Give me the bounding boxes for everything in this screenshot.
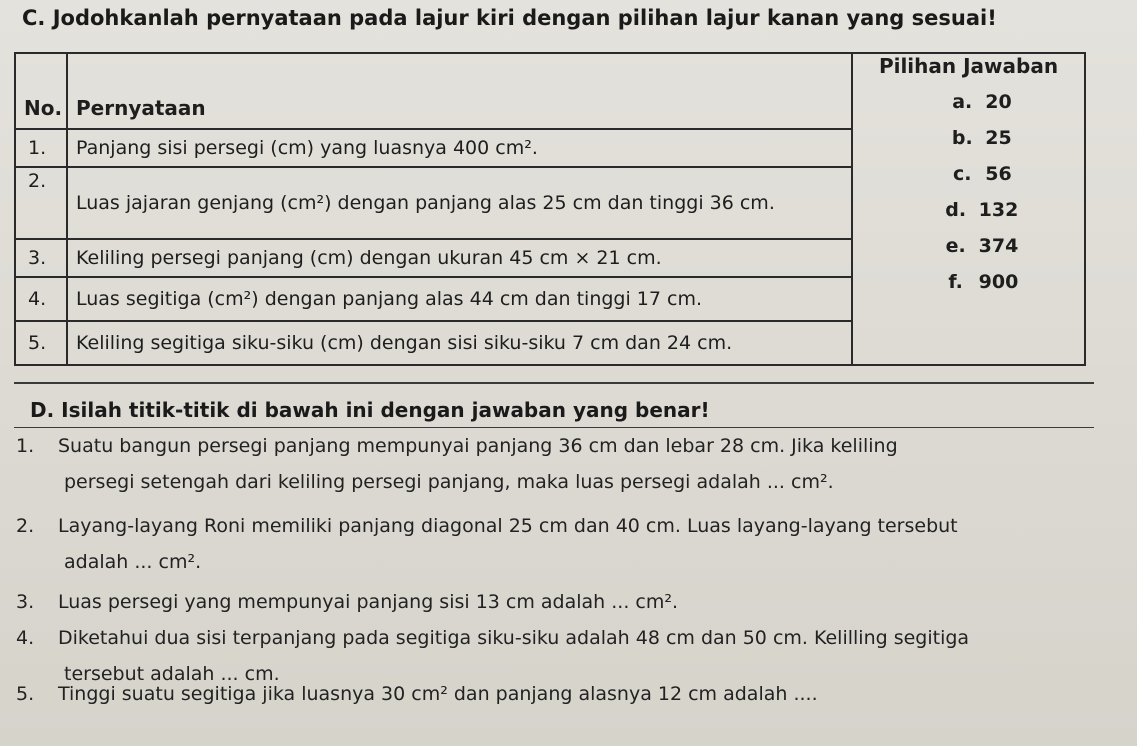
- answer-letter: c.: [953, 163, 972, 185]
- header-no: No.: [15, 53, 67, 129]
- answer-option: [875, 228, 1076, 264]
- answer-options-list: [861, 78, 1076, 300]
- question-number: 5.: [16, 683, 35, 705]
- question-text: Luas persegi yang mempunyai panjang sisi 13 cm adalah ... cm².: [58, 591, 679, 613]
- question-text-cont: adalah ... cm².: [64, 551, 202, 573]
- section-c-title: C. Jodohkanlah pernyataan pada lajur kiri dengan pilihan lajur kanan yang sesuai!: [22, 6, 997, 30]
- answer-option: [875, 156, 1076, 192]
- table-header-row: [15, 53, 1085, 129]
- row-statement: Keliling segitiga siku-siku (cm) dengan sisi siku-siku 7 cm dan 24 cm.: [67, 321, 852, 365]
- answer-letter: d.: [945, 199, 967, 221]
- section-divider: [14, 382, 1094, 384]
- answer-value: 900: [978, 271, 1019, 293]
- row-statement: Luas jajaran genjang (cm²) dengan panjang alas 25 cm dan tinggi 36 cm.: [67, 167, 852, 239]
- answer-option: [875, 192, 1076, 228]
- answer-option: [875, 264, 1076, 300]
- answer-letter: e.: [945, 235, 966, 257]
- question-text-cont: tersebut adalah ... cm.: [64, 663, 280, 685]
- question-text: Layang-layang Roni memiliki panjang diagonal 25 cm dan 40 cm. Luas layang-layang tersebut: [58, 515, 958, 537]
- question-text-cont: persegi setengah dari keliling persegi panjang, maka luas persegi adalah ... cm².: [64, 471, 834, 493]
- question-text: Suatu bangun persegi panjang mempunyai panjang 36 cm dan lebar 28 cm. Jika keliling: [58, 435, 898, 457]
- row-statement: Keliling persegi panjang (cm) dengan ukuran 45 cm × 21 cm.: [67, 239, 852, 277]
- answer-value: 374: [978, 235, 1019, 257]
- question-2: [16, 508, 1126, 580]
- row-number: 4.: [15, 277, 67, 321]
- answer-value: 56: [985, 163, 1012, 185]
- question-1: [16, 428, 1126, 500]
- question-number: 1.: [16, 435, 35, 457]
- answer-value: 25: [985, 127, 1012, 149]
- row-number: 5.: [15, 321, 67, 365]
- question-text: Diketahui dua sisi terpanjang pada segitiga siku-siku adalah 48 cm dan 50 cm. Kelilling segitiga: [58, 627, 970, 649]
- row-number: 2.: [15, 167, 67, 239]
- question-number: 4.: [16, 627, 35, 649]
- answer-letter: a.: [952, 91, 973, 113]
- answer-value: 132: [978, 199, 1019, 221]
- section-d-title: D. Isilah titik-titik di bawah ini dengan jawaban yang benar!: [30, 398, 710, 422]
- row-number: 3.: [15, 239, 67, 277]
- question-text: Tinggi suatu segitiga jika luasnya 30 cm² dan panjang alasnya 12 cm adalah ....: [58, 683, 818, 705]
- row-statement: Luas segitiga (cm²) dengan panjang alas 44 cm dan tinggi 17 cm.: [67, 277, 852, 321]
- question-number: 3.: [16, 591, 35, 613]
- answer-value: 20: [985, 91, 1012, 113]
- answer-option: [875, 84, 1076, 120]
- answer-letter: f.: [948, 271, 963, 293]
- row-statement: Panjang sisi persegi (cm) yang luasnya 400 cm².: [67, 129, 852, 167]
- answers-heading: Pilihan Jawaban: [878, 54, 1059, 78]
- question-number: 2.: [16, 515, 35, 537]
- answer-option: [875, 120, 1076, 156]
- row-number: 1.: [15, 129, 67, 167]
- question-5: [16, 676, 1126, 712]
- header-answers: [852, 53, 1085, 365]
- matching-table: [14, 52, 1086, 366]
- header-statement: Pernyataan: [67, 53, 852, 129]
- answer-letter: b.: [951, 127, 973, 149]
